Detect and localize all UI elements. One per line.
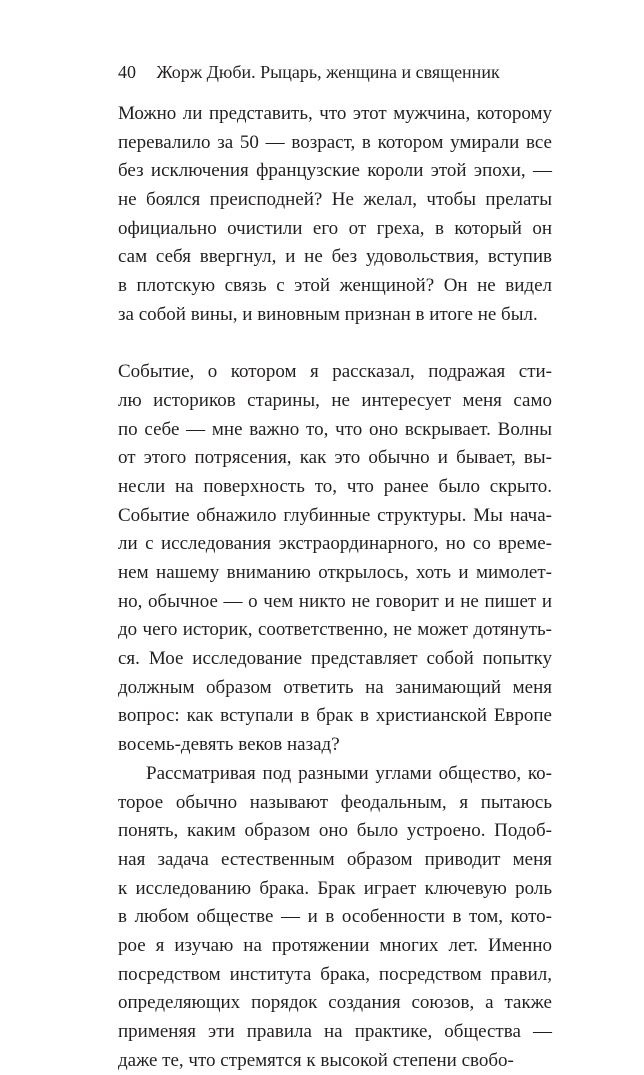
text-line: официально очистили его от греха, в который он (118, 217, 552, 239)
text-line: к исследованию брака. Брак играет ключевую роль (118, 877, 552, 899)
text-line: до чего историк, соответственно, не может дотянуть- (118, 619, 552, 641)
paragraph-2 (118, 358, 552, 760)
text-line: Событие обнажило глубинные структуры. Мы нача- (118, 504, 552, 526)
text-line: сам себя ввергнул, и не без удовольствия, вступив (118, 246, 552, 268)
text-line: от этого потрясения, как это обычно и бывает, вы- (118, 447, 552, 469)
text-line: несли на поверхность то, что ранее было скрыто. (118, 475, 552, 497)
text-line: лю историков старины, не интересует меня само (118, 389, 552, 411)
text-line: в плотскую связь с этой женщиной? Он не видел (118, 275, 552, 297)
text-line: восемь-девять веков назад? (118, 734, 340, 756)
running-header (118, 60, 538, 84)
text-line: без исключения французские короли этой эпохи, — (118, 160, 552, 182)
text-line: применяя эти правила на практике, общества — (118, 1021, 552, 1042)
text-line: перевалило за 50 — возраст, в котором умирали все (118, 131, 552, 153)
paragraph-3 (118, 760, 552, 1075)
page-number: 40 (118, 62, 136, 82)
body-text (118, 100, 552, 1075)
running-title: Жорж Дюби. Рыцарь, женщина и священник (156, 62, 500, 82)
text-line: понять, каким образом оно было устроено. Подоб- (118, 820, 552, 842)
text-line: Можно ли представить, что этот мужчина, которому (118, 103, 552, 124)
text-line: Рассматривая под разными углами общество, ко- (146, 762, 552, 784)
text-line: за собой вины, и виновным признан в итоге не был. (118, 303, 538, 325)
text-line: вопрос: как вступали в брак в христианской Европе (118, 705, 552, 727)
text-line: ли с исследования экстраординарного, но со време- (118, 533, 552, 555)
text-line: рое я изучаю на протяжении многих лет. Именно (118, 934, 552, 956)
text-line: в любом обществе — и в особенности в том, кото- (118, 906, 552, 928)
text-line: нем нашему вниманию открылось, хоть и мимолет- (118, 562, 552, 583)
text-line: ная задача естественным образом приводит меня (118, 848, 552, 870)
text-line: должным образом ответить на занимающий меня (118, 676, 552, 698)
paragraph-gap (118, 330, 552, 359)
paragraph-1 (118, 100, 552, 330)
text-line: определяющих порядок создания союзов, а также (118, 992, 552, 1014)
text-line: не боялся преисподней? Не желал, чтобы прелаты (118, 189, 552, 211)
text-line: даже те, что стремятся к высокой степени свобо- (118, 1049, 514, 1071)
text-line: по себе — мне важно то, что оно вскрывает. Волны (118, 418, 552, 440)
text-line: ся. Мое исследование представляет собой попытку (118, 648, 552, 670)
text-line: Событие, о котором я рассказал, подражая сти- (118, 361, 552, 383)
text-line: посредством института брака, посредством правил, (118, 963, 552, 985)
text-line: торое обычно называют феодальным, я пытаюсь (118, 791, 552, 813)
text-line: но, обычное — о чем никто не говорит и не пишет и (118, 590, 552, 612)
